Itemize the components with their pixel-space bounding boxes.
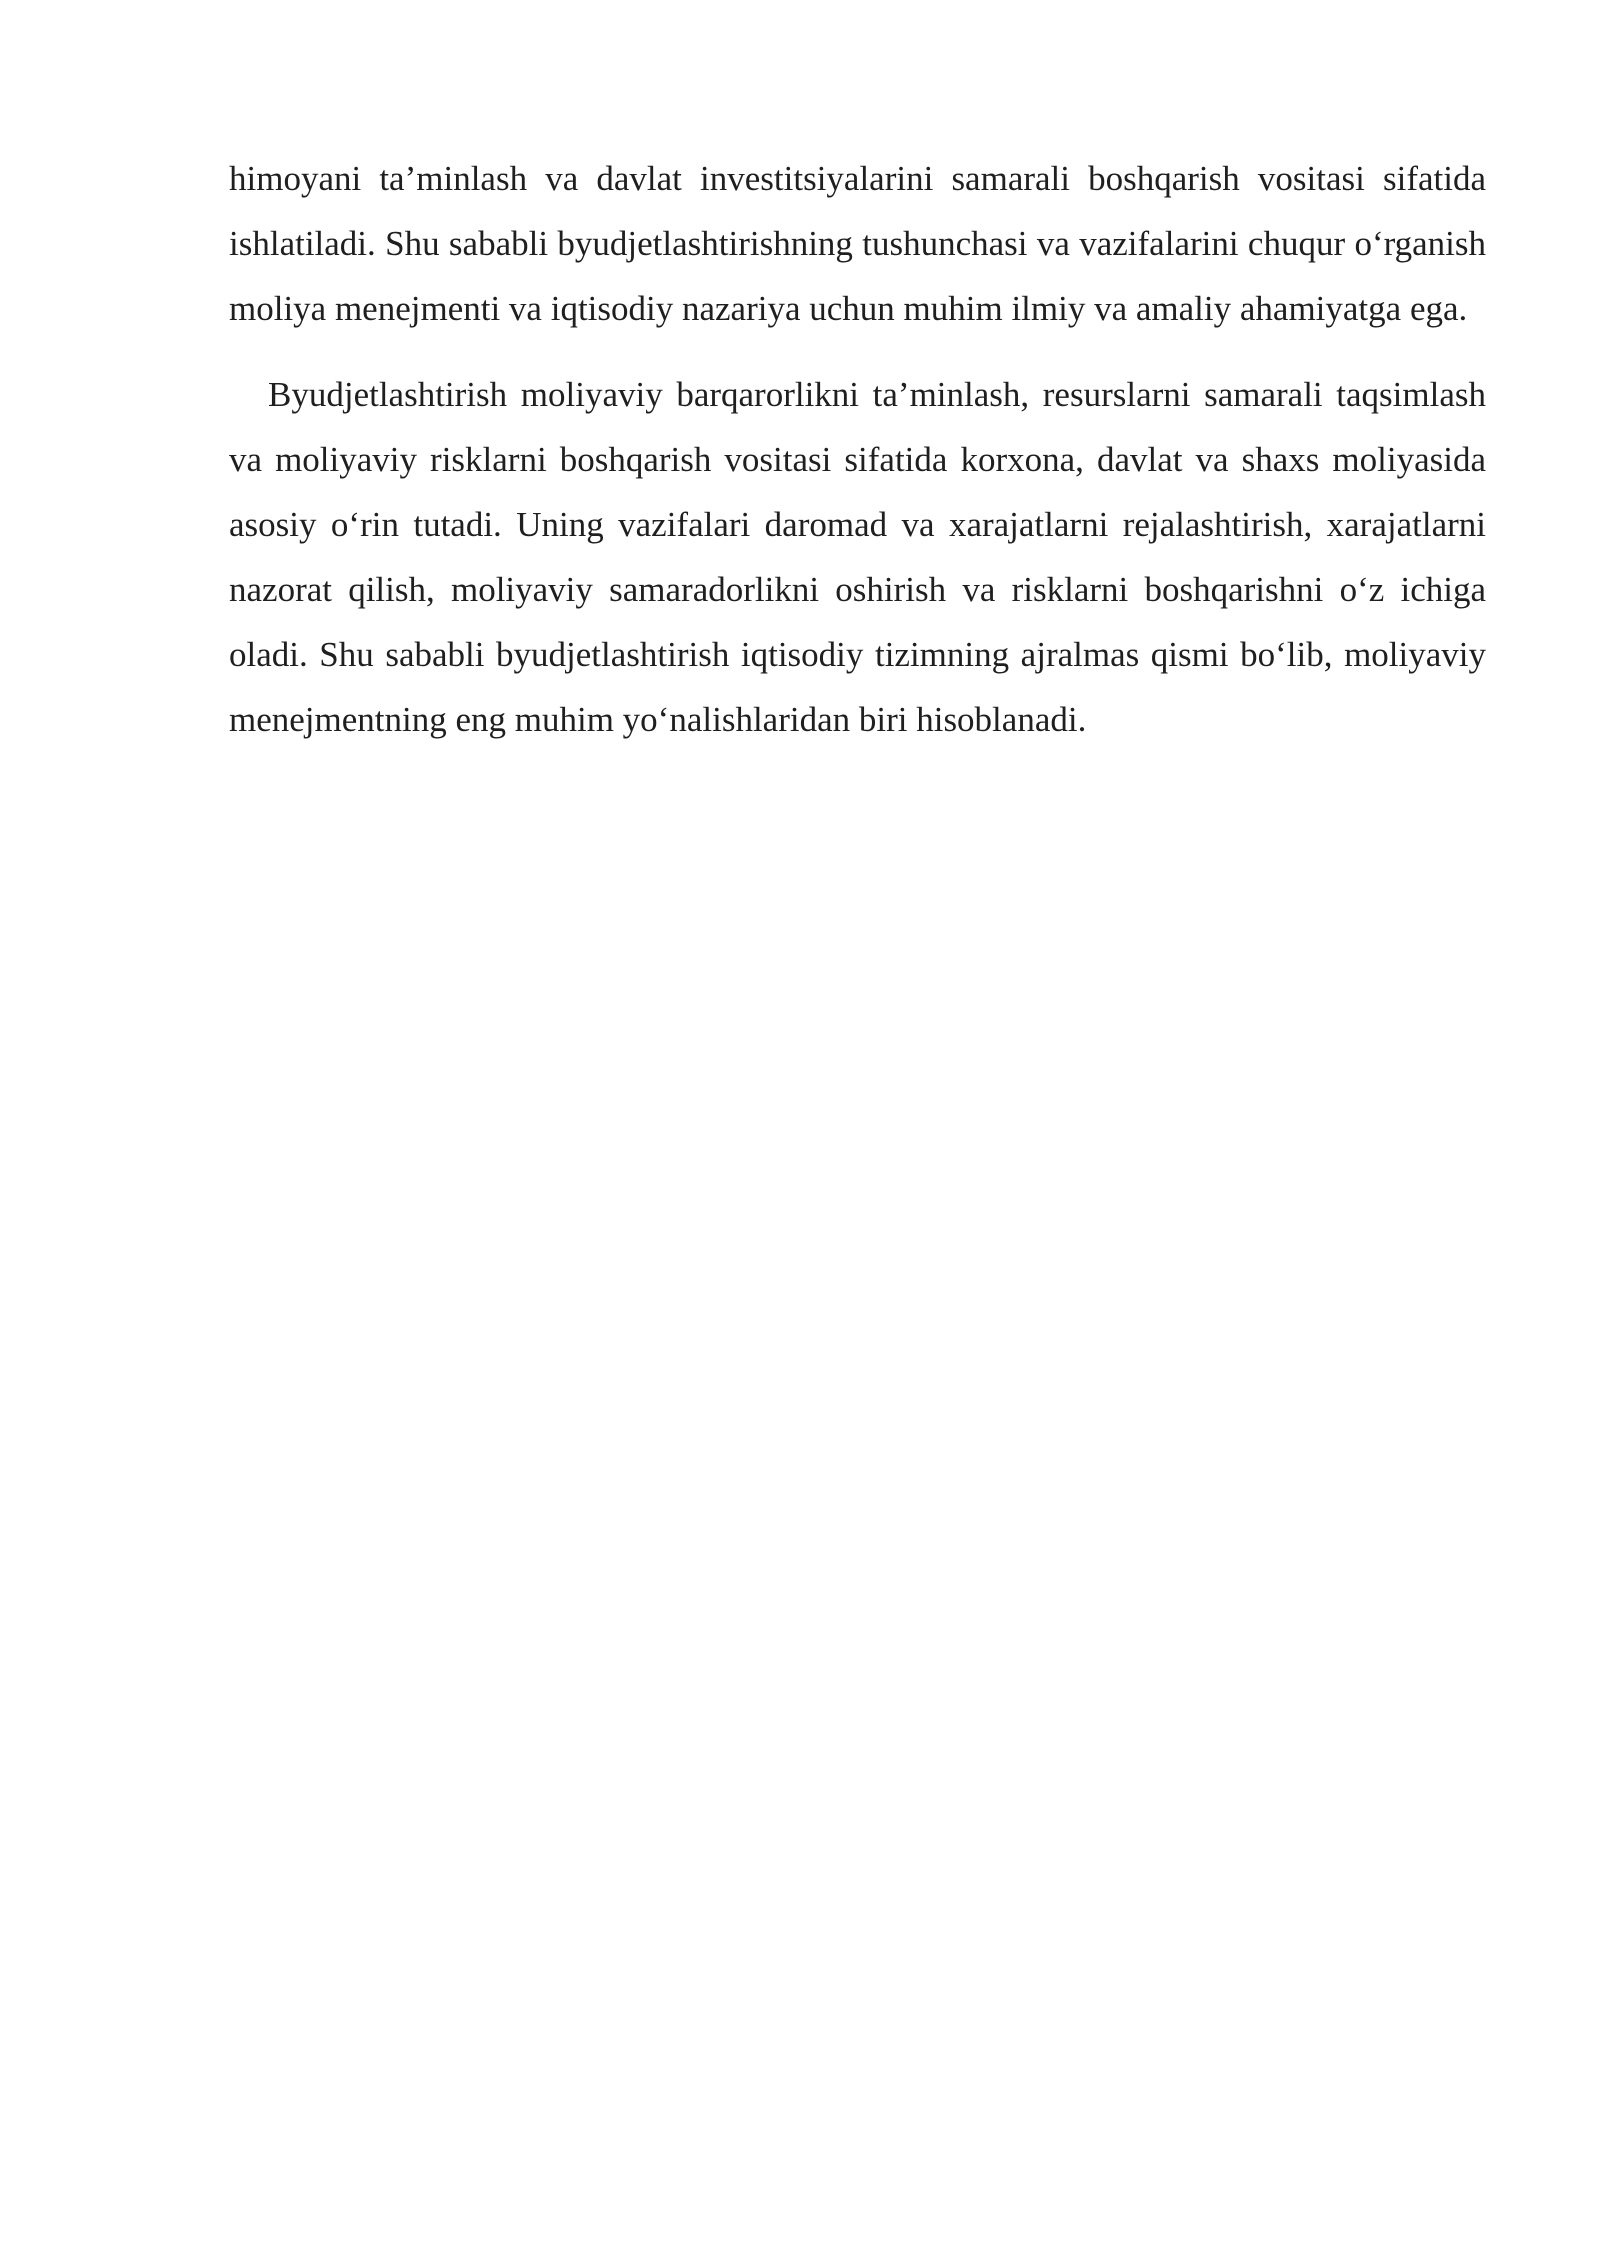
document-body <box>229 146 1486 752</box>
paragraph-budgeting-role: Byudjetlashtirish moliyaviy barqarorlikni ta’minlash, resurslarni samarali taqsimlash va moliyaviy risklarni boshqarish vositasi sifatida korxona, davlat va shaxs moliyasida asosiy o‘rin tutadi. Uning vazifalari daromad va xarajatlarni rejalashtirish, xarajatlarni nazorat qilish, moliyaviy samaradorlikni oshirish va risklarni boshqarishni o‘z ichiga oladi. Shu sababli byudjetlashtirish iqtisodiy tizimning ajralmas qismi bo‘lib, moliyaviy menejmentning eng muhim yo‘nalishlaridan biri hisoblanadi. <box>229 375 1486 739</box>
paragraph-continuation: himoyani ta’minlash va davlat investitsiyalarini samarali boshqarish vositasi sifatida ishlatiladi. Shu sababli byudjetlashtirishning tushunchasi va vazifalarini chuqur o‘rganish moliya menejmenti va iqtisodiy nazariya uchun muhim ilmiy va amaliy ahamiyatga ega. <box>229 159 1486 328</box>
